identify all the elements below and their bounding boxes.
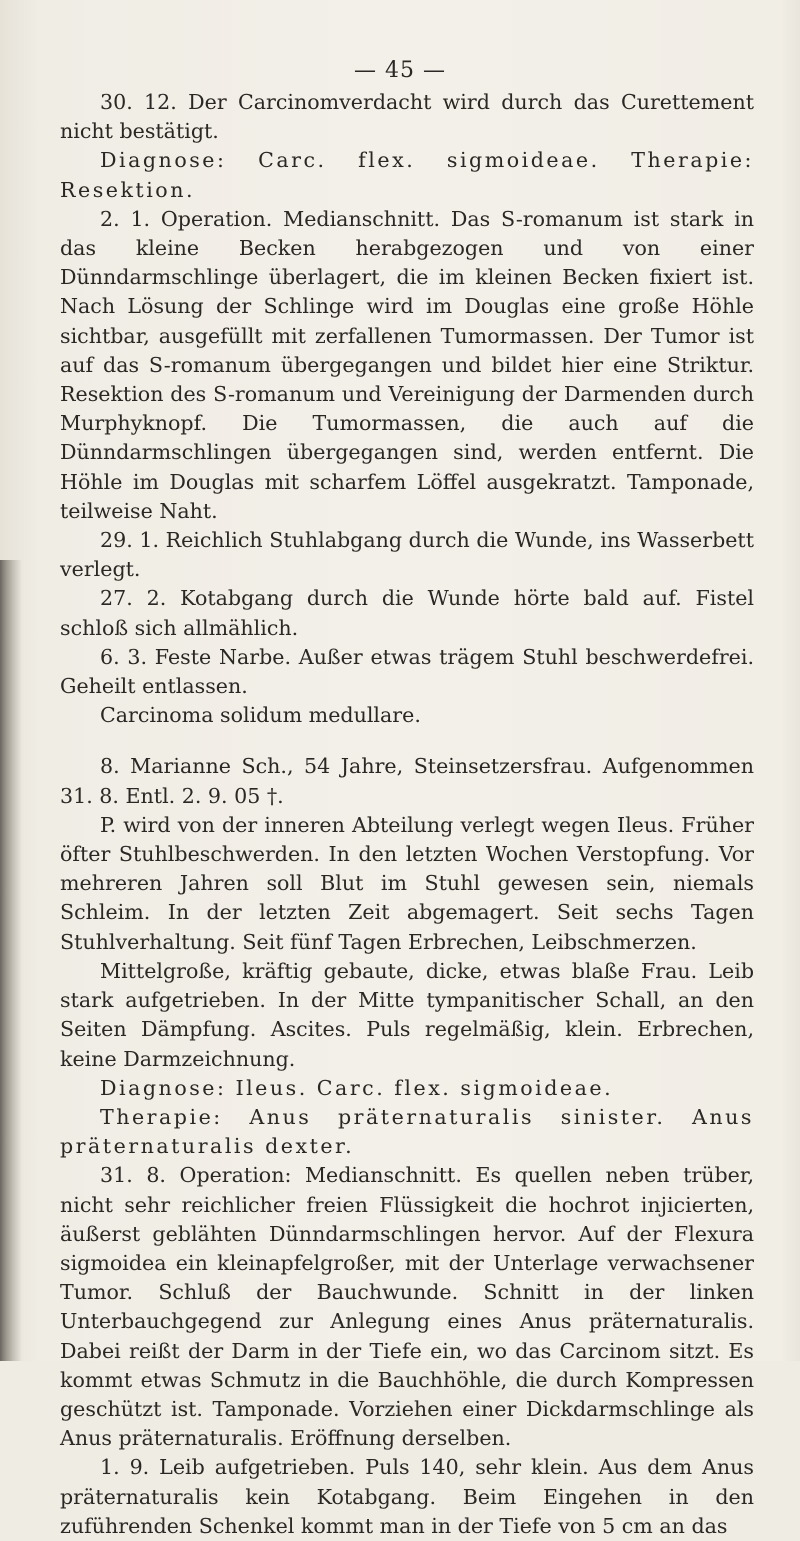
therapy-line: Therapie: Anus präternaturalis sinister. Anus präternaturalis dexter. (60, 1104, 754, 1159)
paragraph: 1. 9. Leib aufgetrieben. Puls 140, sehr klein. Aus dem Anus präternaturalis kein Kotabgang. Beim Eingehen in den zuführenden Schenkel kommt man in der Tiefe von 5 cm an das (60, 1455, 754, 1538)
paragraph: 2. 1. Operation. Medianschnitt. Das S-romanum ist stark in das kleine Becken herabgezogen und von einer Dünndarmschlinge überlagert, die im kleinen Becken fixiert ist. Nach Lösung der Schlinge wird im Douglas eine große Höhle sichtbar, ausgefüllt mit zerfallenen Tumormassen. Der Tumor ist auf das S-romanum übergegangen und bildet hier eine Striktur. Resektion des S-romanum und Vereinigung der Darmenden durch Murphyknopf. Die Tumormassen, die auch auf die Dünndarmschlingen übergegangen sind, werden entfernt. Die Höhle im Douglas mit scharfem Löffel ausgekratzt. Tamponade, teilweise Naht. (60, 206, 754, 523)
body-text (60, 88, 754, 1541)
case-heading: 8. Marianne Sch., 54 Jahre, Steinsetzersfrau. Aufgenommen 31. 8. Entl. 2. 9. 05 †. (60, 754, 754, 808)
paragraph: 29. 1. Reichlich Stuhlabgang durch die Wunde, ins Wasserbett verlegt. (60, 528, 754, 582)
paragraph: P. wird von der inneren Abteilung verlegt wegen Ileus. Früher öfter Stuhlbeschwerden. In den letzten Wochen Verstopfung. Vor mehreren Jahren soll Blut im Stuhl gewesen sein, niemals Schleim. In der letzten Zeit abgemagert. Seit sechs Tagen Stuhlverhaltung. Seit fünf Tagen Erbrechen, Leibschmerzen. (60, 812, 754, 954)
paragraph: 6. 3. Feste Narbe. Außer etwas trägem Stuhl beschwerdefrei. Geheilt entlassen. (60, 644, 754, 699)
diagnosis-line: Diagnose: Carc. flex. sigmoideae. Therapie: Resektion. (60, 148, 754, 202)
paragraph: 27. 2. Kotabgang durch die Wunde hörte bald auf. Fistel schloß sich allmählich. (60, 586, 754, 640)
page-binding-shadow (0, 560, 22, 1361)
section-gap (60, 730, 754, 752)
paragraph: 31. 8. Operation: Medianschnitt. Es quellen neben trüber, nicht sehr reichlicher freien Flüssigkeit die hochrot injicierten, äußerst geblähten Dünndarmschlingen hervor. Auf der Flexura sigmoidea ein kleinapfelgroßer, mit der Unterlage verwachsener Tumor. Schluß der Bauchwunde. Schnitt in der linken Unterbauchgegend zur Anlegung eines Anus präternaturalis. Dabei reißt der Darm in der Tiefe ein, wo das Carcinom sitzt. Es kommt etwas Schmutz in die Bauchhöhle, die durch Kompressen geschützt ist. Tamponade. Vorziehen einer Dickdarmschlinge als Anus präternaturalis. Eröffnung derselben. (60, 1163, 754, 1451)
paragraph: Mittelgroße, kräftig gebaute, dicke, etwas blaße Frau. Leib stark aufgetrieben. In der Mitte tympanitischer Schall, an den Seiten Dämpfung. Ascites. Puls regelmäßig, klein. Erbrechen, keine Darmzeichnung. (60, 958, 754, 1071)
paragraph: 30. 12. Der Carcinomverdacht wird durch das Curettement nicht bestätigt. (60, 90, 754, 144)
diagnosis-line: Diagnose: Ileus. Carc. flex. sigmoideae. (100, 1075, 614, 1100)
page-number: — 45 — (354, 58, 446, 83)
paragraph: Carcinoma solidum medullare. (100, 703, 421, 728)
